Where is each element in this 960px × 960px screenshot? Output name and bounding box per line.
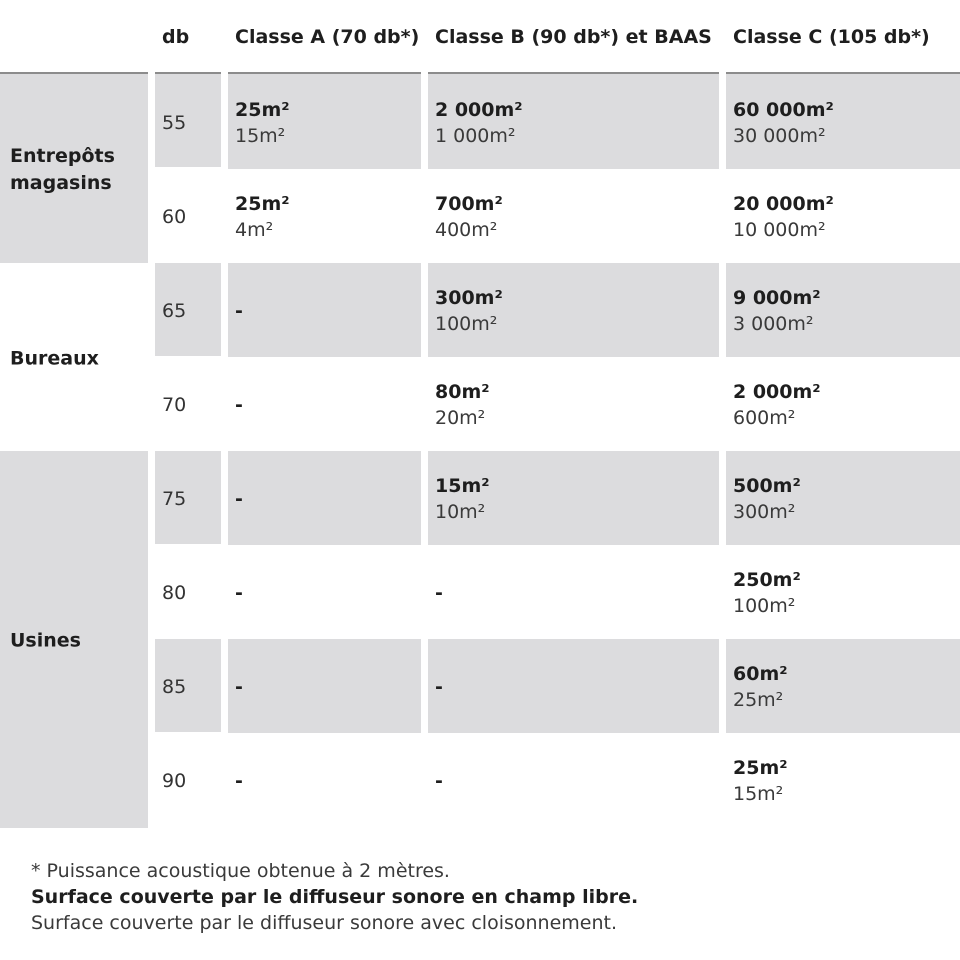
header-class-b: Classe B (90 db*) et BAAS bbox=[435, 26, 712, 48]
partitioned-value: 4m² bbox=[235, 219, 274, 241]
class-b-empty: - bbox=[435, 770, 443, 792]
db-level: 80 bbox=[162, 582, 187, 604]
class-c-cell bbox=[733, 473, 801, 525]
db-level: 70 bbox=[162, 394, 187, 416]
db-level: 55 bbox=[162, 112, 187, 134]
class-b-cell bbox=[435, 191, 503, 243]
open-field-value: 2 000m² bbox=[733, 381, 821, 403]
partitioned-value: 30 000m² bbox=[733, 125, 826, 147]
partitioned-value: 10m² bbox=[435, 501, 486, 523]
class-c-cell bbox=[733, 567, 801, 619]
class-a-empty: - bbox=[235, 676, 243, 698]
open-field-value: 60m² bbox=[733, 663, 788, 685]
class-c-cell bbox=[733, 191, 834, 243]
footnote-acoustic-power: * Puissance acoustique obtenue à 2 mètres. bbox=[31, 860, 450, 882]
partitioned-value: 15m² bbox=[235, 125, 286, 147]
class-c-cell bbox=[733, 379, 821, 431]
partitioned-value: 300m² bbox=[733, 501, 796, 523]
class-a-empty: - bbox=[235, 770, 243, 792]
open-field-value: 2 000m² bbox=[435, 99, 523, 121]
class-a-empty: - bbox=[235, 300, 243, 322]
category-bureaux: Bureaux bbox=[10, 347, 99, 370]
class-b-empty: - bbox=[435, 676, 443, 698]
class-a-cell bbox=[235, 97, 290, 149]
class-a-cell bbox=[235, 191, 290, 243]
open-field-value: 700m² bbox=[435, 193, 503, 215]
header-class-a: Classe A (70 db*) bbox=[235, 26, 420, 48]
partitioned-value: 100m² bbox=[733, 595, 796, 617]
open-field-value: 25m² bbox=[733, 757, 788, 779]
partitioned-value: 400m² bbox=[435, 219, 498, 241]
partitioned-value: 3 000m² bbox=[733, 313, 814, 335]
class-b-cell bbox=[435, 285, 503, 337]
open-field-value: 9 000m² bbox=[733, 287, 821, 309]
legend-partitioned: Surface couverte par le diffuseur sonore avec cloisonnement. bbox=[31, 912, 618, 934]
class-c-cell bbox=[733, 755, 788, 807]
partitioned-value: 1 000m² bbox=[435, 125, 516, 147]
class-b-empty: - bbox=[435, 582, 443, 604]
open-field-value: 80m² bbox=[435, 381, 490, 403]
open-field-value: 15m² bbox=[435, 475, 490, 497]
category-usines: Usines bbox=[10, 629, 81, 652]
class-a-empty: - bbox=[235, 394, 243, 416]
class-b-cell bbox=[435, 97, 523, 149]
header-class-c: Classe C (105 db*) bbox=[733, 26, 930, 48]
category-entrepots-line1: Entrepôts bbox=[10, 145, 115, 167]
class-b-cell bbox=[435, 379, 490, 431]
header-db: db bbox=[162, 26, 190, 48]
db-level: 65 bbox=[162, 300, 187, 322]
partitioned-value: 25m² bbox=[733, 689, 784, 711]
category-entrepots-magasins bbox=[10, 143, 140, 197]
category-entrepots-line2: magasins bbox=[10, 172, 112, 194]
partitioned-value: 10 000m² bbox=[733, 219, 826, 241]
db-level: 60 bbox=[162, 206, 187, 228]
open-field-value: 250m² bbox=[733, 569, 801, 591]
partitioned-value: 100m² bbox=[435, 313, 498, 335]
open-field-value: 500m² bbox=[733, 475, 801, 497]
class-c-cell bbox=[733, 285, 821, 337]
class-c-cell bbox=[733, 97, 834, 149]
db-level: 85 bbox=[162, 676, 187, 698]
db-level: 75 bbox=[162, 488, 187, 510]
db-level: 90 bbox=[162, 770, 187, 792]
partitioned-value: 600m² bbox=[733, 407, 796, 429]
legend-open-field: Surface couverte par le diffuseur sonore en champ libre. bbox=[31, 886, 639, 908]
open-field-value: 20 000m² bbox=[733, 193, 834, 215]
class-a-empty: - bbox=[235, 488, 243, 510]
partitioned-value: 15m² bbox=[733, 783, 784, 805]
open-field-value: 300m² bbox=[435, 287, 503, 309]
class-b-cell bbox=[435, 473, 490, 525]
open-field-value: 25m² bbox=[235, 99, 290, 121]
open-field-value: 60 000m² bbox=[733, 99, 834, 121]
class-a-empty: - bbox=[235, 582, 243, 604]
partitioned-value: 20m² bbox=[435, 407, 486, 429]
open-field-value: 25m² bbox=[235, 193, 290, 215]
class-c-cell bbox=[733, 661, 788, 713]
